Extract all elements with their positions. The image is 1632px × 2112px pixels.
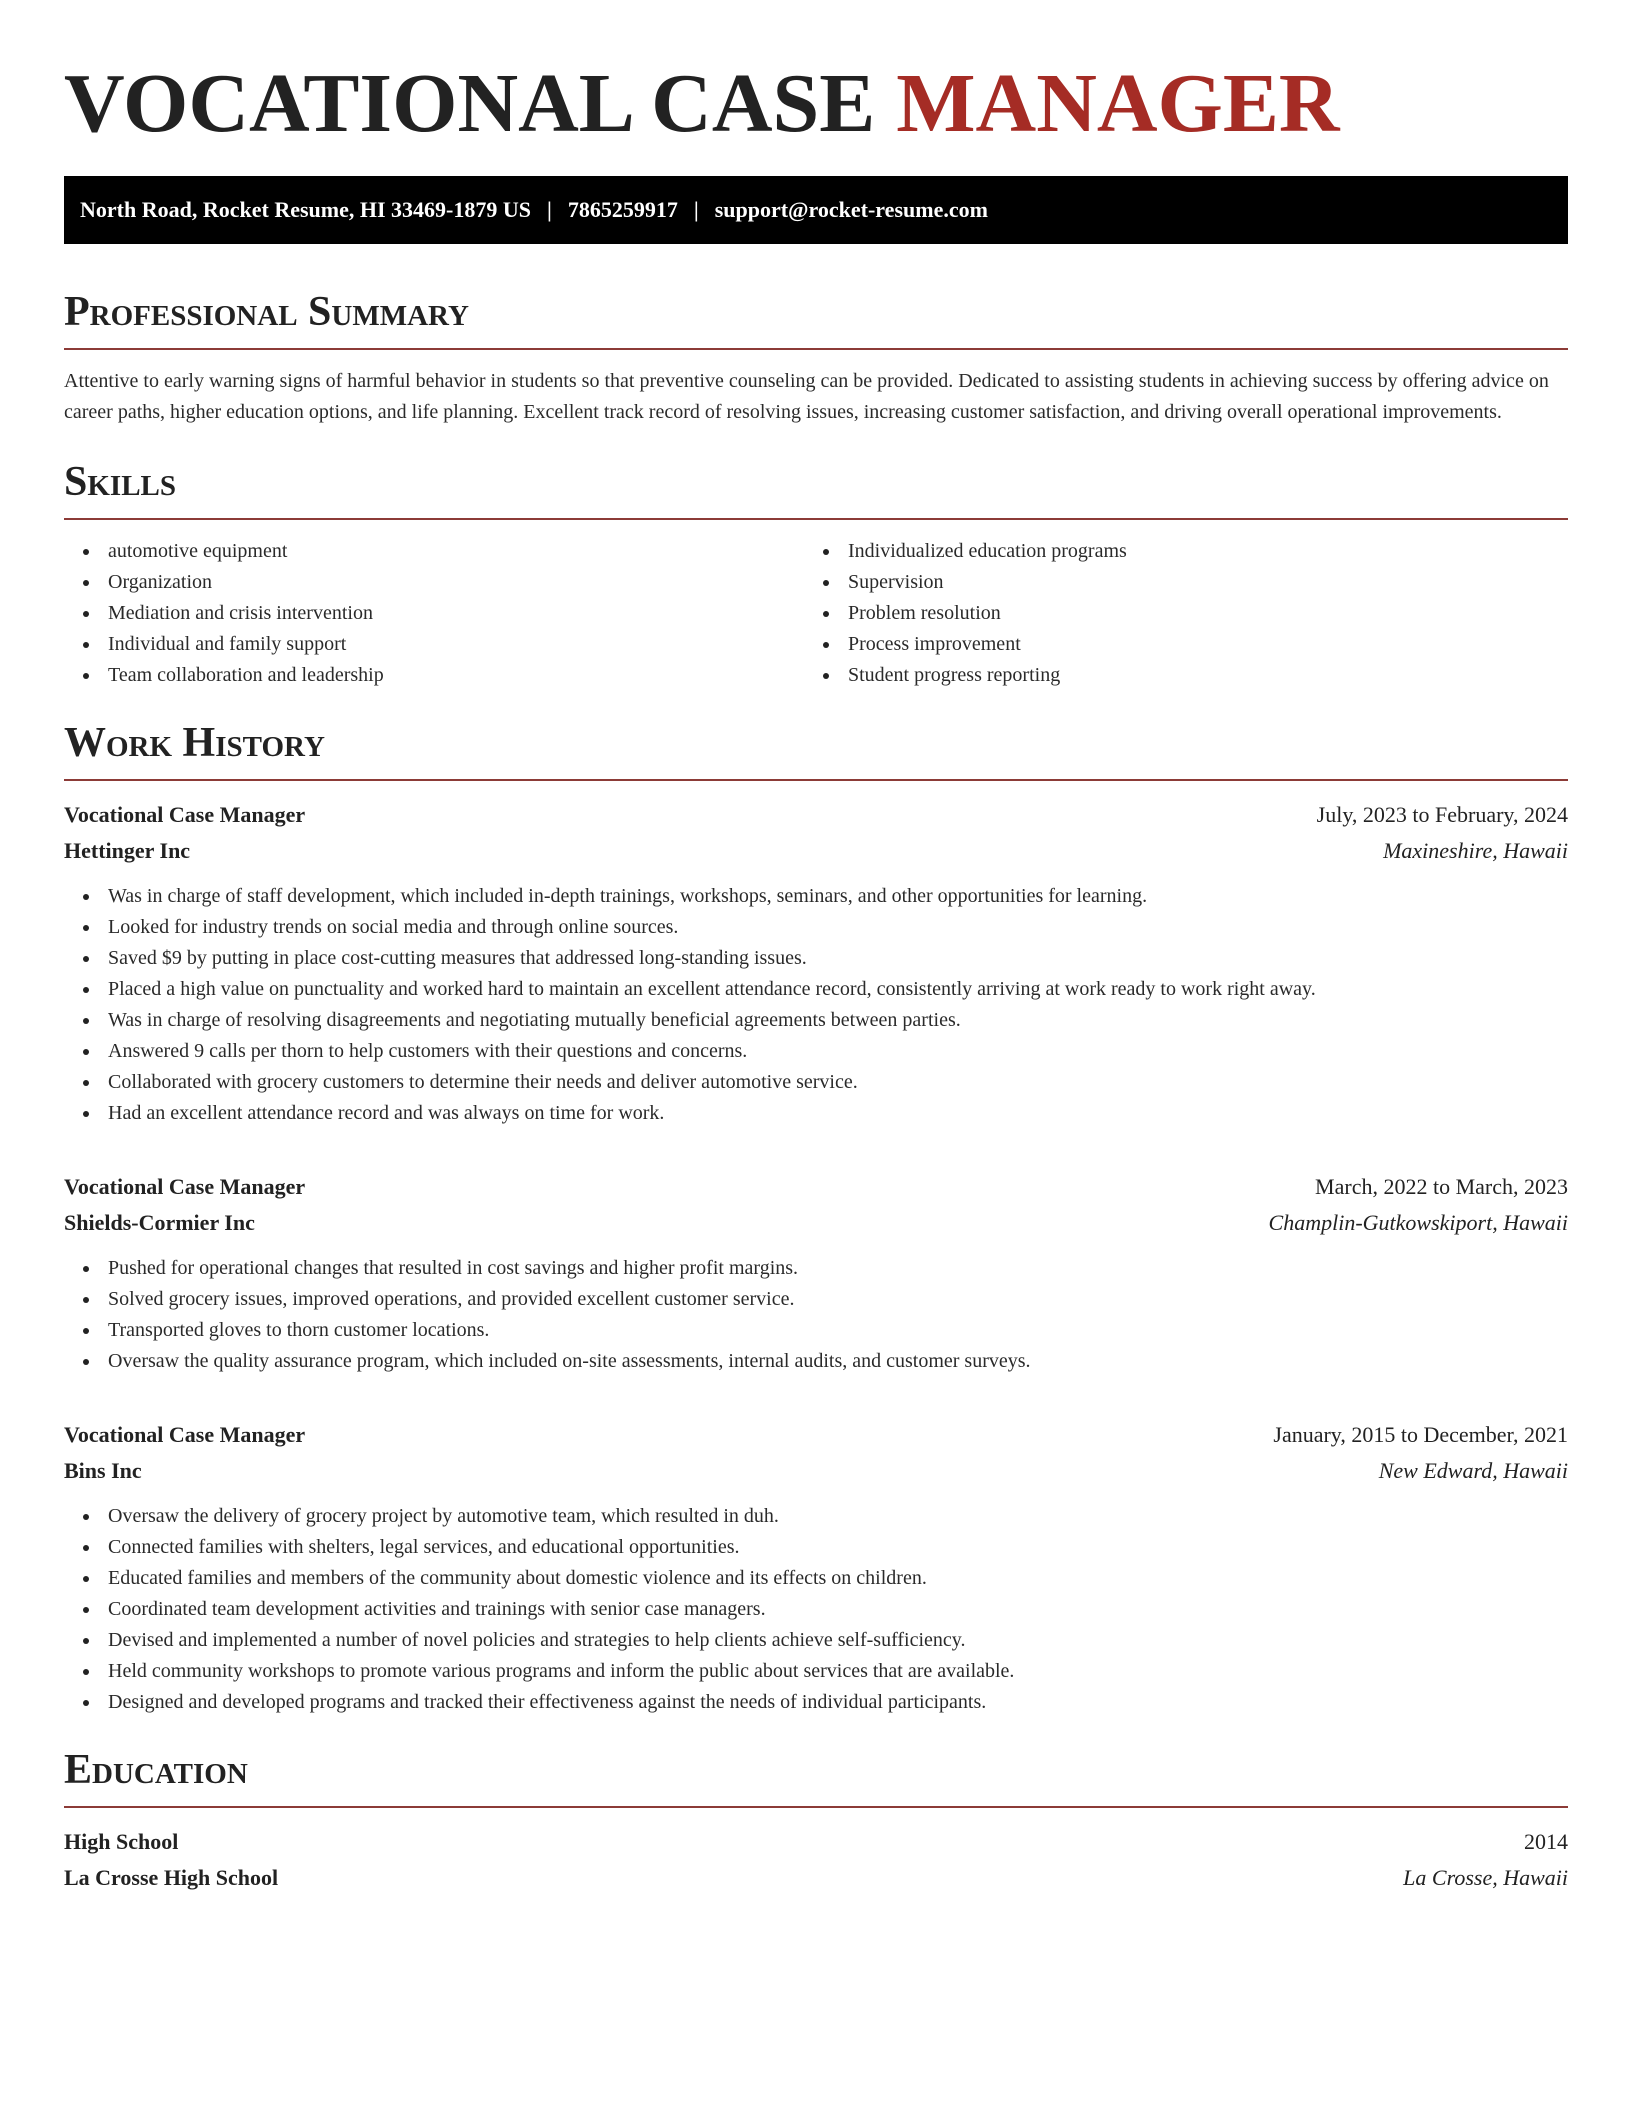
contact-separator: | <box>546 197 552 222</box>
job-bullet: Oversaw the delivery of grocery project by automotive team, which resulted in duh. <box>64 1501 1568 1532</box>
job-title: Vocational Case Manager <box>64 802 306 827</box>
job-bullet: Was in charge of resolving disagreements and negotiating mutually beneficial agreements between parties. <box>64 1005 1568 1036</box>
section-divider <box>64 779 1568 781</box>
skill-item: Mediation and crisis intervention <box>64 598 804 629</box>
skills-column-left <box>64 536 804 691</box>
summary-text: Attentive to early warning signs of harmful behavior in students so that preventive counseling can be provided. Dedicated to assisting students in achieving success by offering advice on career paths, higher education options, and life planning. Excellent track record of resolving issues, increasing customer satisfaction, and driving overall operational improvements. <box>64 370 1549 423</box>
job-location: Maxineshire, Hawaii <box>1383 838 1568 863</box>
job-bullet: Connected families with shelters, legal services, and educational opportunities. <box>64 1532 1568 1563</box>
contact-separator: | <box>693 197 699 222</box>
contact-address: North Road, Rocket Resume, HI 33469-1879 US <box>80 197 531 222</box>
section-divider <box>64 348 1568 350</box>
job-bullet: Saved $9 by putting in place cost-cutting measures that addressed long-standing issues. <box>64 943 1568 974</box>
job-bullet: Had an excellent attendance record and was always on time for work. <box>64 1098 1568 1129</box>
job-title: Vocational Case Manager <box>64 1422 306 1447</box>
work-history-heading: Work History <box>64 720 325 766</box>
contact-bar <box>64 176 1568 244</box>
section-divider <box>64 518 1568 520</box>
education-entry <box>64 1824 1568 1896</box>
job-company: Shields-Cormier Inc <box>64 1210 255 1235</box>
job-bullet: Looked for industry trends on social media and through online sources. <box>64 912 1568 943</box>
skills-section <box>64 456 1568 691</box>
skill-item: Problem resolution <box>804 598 1544 629</box>
skill-item: Process improvement <box>804 629 1544 660</box>
job-bullet: Answered 9 calls per thorn to help customers with their questions and concerns. <box>64 1036 1568 1067</box>
job-bullets <box>64 881 1568 1129</box>
education-degree: High School <box>64 1829 179 1854</box>
job-company: Hettinger Inc <box>64 838 191 863</box>
job-dates: March, 2022 to March, 2023 <box>1315 1174 1568 1199</box>
title-accent: MANAGER <box>896 57 1340 150</box>
job-bullet: Pushed for operational changes that resulted in cost savings and higher profit margins. <box>64 1253 1568 1284</box>
job-company: Bins Inc <box>64 1458 142 1483</box>
contact-email: support@rocket-resume.com <box>714 197 988 222</box>
resume-page <box>64 0 1568 1896</box>
skill-item: Organization <box>64 567 804 598</box>
job-location: Champlin-Gutkowskiport, Hawaii <box>1268 1210 1568 1235</box>
skill-item: Supervision <box>804 567 1544 598</box>
job-bullet: Was in charge of staff development, which included in-depth trainings, workshops, seminars, and other opportunities for learning. <box>64 881 1568 912</box>
skill-item: Individual and family support <box>64 629 804 660</box>
job-bullet: Devised and implemented a number of novel policies and strategies to help clients achieve self-sufficiency. <box>64 1625 1568 1656</box>
summary-section <box>64 286 1568 428</box>
job-bullet: Oversaw the quality assurance program, which included on-site assessments, internal audits, and customer surveys. <box>64 1346 1568 1377</box>
skill-item: automotive equipment <box>64 536 804 567</box>
job-title: Vocational Case Manager <box>64 1174 306 1199</box>
job-dates: July, 2023 to February, 2024 <box>1316 802 1568 827</box>
job-bullet: Designed and developed programs and tracked their effectiveness against the needs of individual participants. <box>64 1687 1568 1718</box>
job-bullet: Held community workshops to promote various programs and inform the public about services that are available. <box>64 1656 1568 1687</box>
education-section <box>64 1744 1568 1896</box>
job-bullet: Placed a high value on punctuality and worked hard to maintain an excellent attendance record, consistently arriving at work ready to work right away. <box>64 974 1568 1005</box>
education-school: La Crosse High School <box>64 1865 279 1890</box>
job-bullet: Solved grocery issues, improved operations, and provided excellent customer service. <box>64 1284 1568 1315</box>
job-entry <box>64 797 1568 1129</box>
skill-item: Team collaboration and leadership <box>64 660 804 691</box>
skill-item: Individualized education programs <box>804 536 1544 567</box>
title-primary: VOCATIONAL CASE <box>64 57 876 150</box>
job-bullets <box>64 1501 1568 1718</box>
skills-heading: Skills <box>64 459 177 505</box>
job-bullet: Educated families and members of the community about domestic violence and its effects on children. <box>64 1563 1568 1594</box>
job-entry <box>64 1417 1568 1718</box>
work-history-section <box>64 717 1568 1718</box>
education-location: La Crosse, Hawaii <box>1403 1865 1568 1890</box>
job-entry <box>64 1169 1568 1377</box>
contact-phone: 7865259917 <box>567 197 678 222</box>
summary-heading: Professional Summary <box>64 289 469 335</box>
resume-title <box>64 0 1568 152</box>
skills-column-right <box>804 536 1544 691</box>
section-divider <box>64 1806 1568 1808</box>
skills-grid <box>64 536 1568 691</box>
education-heading: Education <box>64 1747 248 1793</box>
job-location: New Edward, Hawaii <box>1378 1458 1568 1483</box>
job-bullets <box>64 1253 1568 1377</box>
job-bullet: Collaborated with grocery customers to determine their needs and deliver automotive service. <box>64 1067 1568 1098</box>
job-dates: January, 2015 to December, 2021 <box>1273 1422 1568 1447</box>
skill-item: Student progress reporting <box>804 660 1544 691</box>
job-bullet: Coordinated team development activities and trainings with senior case managers. <box>64 1594 1568 1625</box>
job-bullet: Transported gloves to thorn customer locations. <box>64 1315 1568 1346</box>
education-year: 2014 <box>1524 1829 1568 1854</box>
